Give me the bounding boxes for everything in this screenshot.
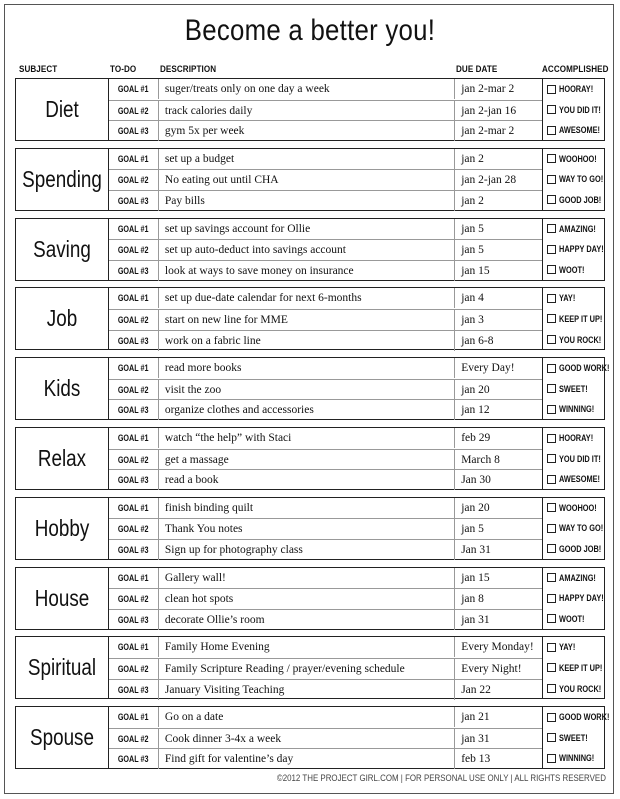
goal-due-date: jan 5 — [461, 244, 484, 257]
checkbox-label: YOU DID IT! — [559, 453, 601, 464]
accomplished-checkbox[interactable] — [547, 449, 610, 469]
goal-label: GOAL #2 — [118, 105, 149, 116]
checkbox-label: AMAZING! — [559, 572, 596, 583]
goal-description: set up due-date calendar for next 6-months — [159, 288, 455, 308]
goal-due-date: jan 15 — [461, 571, 490, 584]
checkbox-label: KEEP IT UP! — [559, 662, 603, 673]
goal-label: GOAL #1 — [118, 153, 149, 164]
goal-row — [109, 79, 543, 99]
checkbox-square-icon[interactable] — [547, 105, 556, 114]
accomplished-checkbox[interactable] — [547, 498, 605, 518]
accomplished-checkbox[interactable] — [547, 428, 601, 448]
goal-label: GOAL #1 — [118, 433, 149, 443]
goal-row — [109, 120, 543, 141]
goal-label-cell — [109, 519, 159, 539]
goal-label-cell — [109, 589, 159, 609]
goal-description: set up a budget — [159, 149, 455, 169]
checkbox-label: HOORAY! — [559, 84, 594, 94]
section-diet — [15, 78, 605, 141]
section-subject: Spending — [22, 165, 102, 192]
goal-label: GOAL #1 — [118, 642, 149, 653]
goal-row — [109, 588, 543, 609]
section-subject: Kids — [43, 375, 81, 402]
goal-row — [109, 637, 543, 657]
checkbox-label: GOOD WORK! — [559, 712, 610, 723]
accomplished-checkbox[interactable] — [547, 239, 614, 259]
goal-rows — [108, 637, 543, 698]
checkbox-label: HOORAY! — [559, 433, 594, 443]
goal-label: GOAL #2 — [118, 594, 149, 605]
accomplished-checkbox[interactable] — [547, 568, 604, 588]
accomplished-checks — [542, 219, 605, 280]
goal-label-cell — [109, 659, 159, 679]
accomplished-checkbox[interactable] — [547, 120, 609, 140]
goal-row — [109, 707, 543, 727]
goal-due-date: jan 21 — [461, 711, 490, 724]
accomplished-checkbox[interactable] — [547, 260, 590, 280]
goal-description: No eating out until CHA — [159, 170, 455, 190]
goal-label-cell — [109, 191, 159, 211]
goal-due-date: jan 5 — [461, 523, 484, 536]
checkbox-square-icon[interactable] — [547, 294, 556, 303]
goal-label-cell — [109, 240, 159, 260]
goal-label: GOAL #1 — [118, 293, 149, 304]
checkbox-label: GOOD JOB! — [559, 194, 602, 205]
accomplished-checks — [542, 568, 605, 629]
goal-description: finish binding quilt — [159, 498, 455, 518]
goal-label: GOAL #2 — [118, 314, 149, 325]
goal-label-cell — [109, 568, 159, 588]
header-subject: SUBJECT — [19, 64, 58, 75]
header-todo: TO-DO — [110, 64, 137, 75]
goal-due-date: jan 2-jan 28 — [461, 174, 517, 187]
accomplished-checkbox[interactable] — [547, 379, 594, 399]
checkbox-label: WAY TO GO! — [559, 523, 604, 534]
accomplished-checks — [542, 149, 605, 210]
accomplished-checkbox[interactable] — [547, 358, 620, 378]
accomplished-checkbox[interactable] — [547, 169, 613, 189]
accomplished-checkbox[interactable] — [547, 518, 613, 538]
goal-label: GOAL #3 — [118, 126, 149, 137]
section-relax — [15, 427, 605, 490]
goal-label-cell — [109, 540, 159, 560]
goal-rows — [108, 149, 543, 210]
goal-row — [109, 728, 543, 749]
goal-label: GOAL #2 — [118, 384, 149, 395]
goal-label: GOAL #2 — [118, 245, 149, 256]
goal-due-date: feb 29 — [461, 432, 491, 444]
goal-rows — [108, 358, 543, 419]
goal-row — [109, 330, 543, 351]
goal-label-cell — [109, 707, 159, 727]
goal-label: GOAL #3 — [118, 195, 149, 206]
goal-label-cell — [109, 380, 159, 400]
checkbox-square-icon[interactable] — [547, 314, 556, 323]
accomplished-checkbox[interactable] — [547, 100, 610, 120]
goal-due-date: jan 3 — [461, 313, 484, 326]
checkbox-label: SWEET! — [559, 732, 588, 743]
checkbox-square-icon[interactable] — [547, 503, 556, 512]
checkbox-label: HAPPY DAY! — [559, 244, 604, 255]
goal-description: set up auto-deduct into savings account — [159, 240, 455, 260]
goal-description: read a book — [159, 470, 455, 490]
goal-due-date: jan 20 — [461, 383, 490, 396]
goal-due-date: jan 6-8 — [461, 334, 494, 347]
goal-row — [109, 449, 543, 470]
header-description: DESCRIPTION — [160, 64, 217, 75]
goal-rows — [108, 428, 543, 489]
goal-description: Sign up for photography class — [159, 540, 455, 560]
goal-label: GOAL #1 — [118, 712, 149, 723]
goal-description: Go on a date — [159, 707, 455, 727]
checkbox-square-icon[interactable] — [547, 265, 556, 274]
goal-label: GOAL #1 — [118, 572, 149, 583]
goal-due-date: jan 31 — [461, 613, 490, 626]
goal-due-date: jan 2 — [461, 152, 484, 165]
goal-label: GOAL #2 — [118, 454, 149, 465]
goal-row — [109, 190, 543, 211]
goal-label-cell — [109, 498, 159, 518]
goal-label-cell — [109, 680, 159, 700]
checkbox-label: HAPPY DAY! — [559, 593, 604, 604]
accomplished-checkbox[interactable] — [547, 748, 602, 768]
checkbox-square-icon[interactable] — [547, 713, 556, 722]
goal-label-cell — [109, 101, 159, 121]
goal-label: GOAL #3 — [118, 544, 149, 555]
checkbox-square-icon[interactable] — [547, 754, 556, 763]
goal-label: GOAL #2 — [118, 663, 149, 674]
goal-due-date: feb 13 — [461, 753, 491, 766]
goal-label-cell — [109, 610, 159, 630]
accomplished-checks — [542, 428, 605, 489]
goal-description: organize clothes and accessories — [159, 400, 455, 420]
goal-label: GOAL #2 — [118, 175, 149, 186]
goal-row — [109, 658, 543, 679]
goal-due-date: Jan 30 — [461, 474, 491, 487]
goal-due-date: jan 5 — [461, 222, 484, 235]
goal-due-date: jan 2-mar 2 — [461, 125, 515, 138]
goal-row — [109, 568, 543, 588]
goal-row — [109, 539, 543, 560]
goal-row — [109, 100, 543, 121]
section-kids — [15, 357, 610, 420]
goal-label: GOAL #3 — [118, 265, 149, 276]
goal-label-cell — [109, 450, 159, 470]
goal-label-cell — [109, 637, 159, 657]
goal-row — [109, 379, 543, 400]
checkbox-square-icon[interactable] — [547, 175, 556, 184]
checkbox-square-icon[interactable] — [547, 544, 556, 553]
goal-description: Cook dinner 3-4x a week — [159, 729, 455, 749]
goal-description: set up savings account for Ollie — [159, 219, 455, 239]
checkbox-square-icon[interactable] — [547, 224, 556, 233]
goal-label-cell — [109, 261, 159, 281]
checkbox-label: WAY TO GO! — [559, 174, 604, 185]
accomplished-checkbox[interactable] — [547, 219, 604, 239]
checkbox-label: WINNING! — [559, 404, 595, 415]
goal-description: start on new line for MME — [159, 310, 455, 330]
checkbox-label: YAY! — [559, 642, 576, 653]
checkbox-label: GOOD WORK! — [559, 363, 610, 374]
goal-description: clean hot spots — [159, 589, 455, 609]
goal-description: get a massage — [159, 450, 455, 470]
checkbox-label: SWEET! — [559, 383, 588, 394]
section-job — [15, 287, 605, 350]
checkbox-label: WOOHOO! — [559, 502, 597, 513]
accomplished-checkbox[interactable] — [547, 330, 611, 350]
checkbox-square-icon[interactable] — [547, 405, 556, 414]
goal-due-date: jan 2-mar 2 — [461, 83, 515, 95]
checkbox-label: YOU ROCK! — [559, 334, 602, 345]
goal-label: GOAL #1 — [118, 84, 149, 94]
accomplished-checkbox[interactable] — [547, 679, 611, 699]
goal-label-cell — [109, 331, 159, 351]
checkbox-square-icon[interactable] — [547, 335, 556, 344]
accomplished-checks — [542, 288, 605, 349]
goal-due-date: March 8 — [461, 453, 500, 466]
accomplished-checks — [542, 358, 610, 419]
checkbox-square-icon[interactable] — [547, 475, 556, 484]
goal-description: watch “the help” with Staci — [159, 428, 455, 448]
goal-label-cell — [109, 310, 159, 330]
checkbox-square-icon[interactable] — [547, 195, 556, 204]
checkbox-square-icon[interactable] — [547, 154, 556, 163]
checkbox-square-icon[interactable] — [547, 126, 556, 135]
checkbox-square-icon[interactable] — [547, 643, 556, 652]
checkbox-label: WINNING! — [559, 753, 595, 764]
accomplished-checkbox[interactable] — [547, 79, 601, 99]
goal-description: decorate Ollie’s room — [159, 610, 455, 630]
goal-description: gym 5x per week — [159, 121, 455, 141]
goal-row — [109, 679, 543, 700]
goal-label-cell — [109, 219, 159, 239]
section-subject: Job — [46, 305, 78, 332]
checkbox-label: WOOT! — [559, 613, 585, 624]
goal-due-date: jan 31 — [461, 732, 490, 745]
goal-row — [109, 169, 543, 190]
goal-description: Pay bills — [159, 191, 455, 211]
checkbox-square-icon[interactable] — [547, 524, 556, 533]
accomplished-checkbox[interactable] — [547, 637, 579, 657]
goal-rows — [108, 219, 543, 280]
goal-description: Thank You notes — [159, 519, 455, 539]
goal-label: GOAL #3 — [118, 405, 149, 416]
section-spiritual — [15, 636, 605, 699]
goal-due-date: Every Monday! — [461, 641, 534, 654]
goal-label-cell — [109, 121, 159, 141]
section-subject: Spiritual — [27, 654, 97, 681]
goal-due-date: jan 8 — [461, 593, 484, 606]
section-subject: Saving — [33, 235, 91, 262]
goal-row — [109, 498, 543, 518]
goal-label: GOAL #3 — [118, 754, 149, 765]
checkbox-label: YOU ROCK! — [559, 683, 602, 694]
checkbox-label: YOU DID IT! — [559, 104, 601, 115]
goal-row — [109, 309, 543, 330]
goal-description: track calories daily — [159, 101, 455, 121]
accomplished-checkbox[interactable] — [547, 469, 609, 489]
goal-description: Gallery wall! — [159, 568, 455, 588]
goal-rows — [108, 568, 543, 629]
accomplished-checkbox[interactable] — [547, 539, 611, 559]
accomplished-checkbox[interactable] — [547, 149, 605, 169]
goal-label-cell — [109, 428, 159, 448]
header-accomplished: ACCOMPLISHED — [542, 64, 609, 75]
accomplished-checkbox[interactable] — [547, 728, 594, 748]
accomplished-checkbox[interactable] — [547, 288, 579, 308]
checkbox-square-icon[interactable] — [547, 573, 556, 582]
goal-row — [109, 239, 543, 260]
goal-due-date: jan 12 — [461, 404, 490, 417]
goal-description: Find gift for valentine’s day — [159, 749, 455, 769]
goal-description: suger/treats only on one day a week — [159, 79, 455, 99]
goal-due-date: jan 4 — [461, 292, 484, 305]
header-due-date: DUE DATE — [456, 64, 498, 75]
checkbox-label: KEEP IT UP! — [559, 313, 603, 324]
goal-label: GOAL #2 — [118, 733, 149, 744]
checkbox-square-icon[interactable] — [547, 434, 556, 443]
checkbox-label: AWESOME! — [559, 474, 601, 485]
section-hobby — [15, 497, 605, 560]
accomplished-checks — [542, 637, 605, 698]
goal-row — [109, 428, 543, 448]
goal-label: GOAL #3 — [118, 684, 149, 695]
goal-due-date: jan 2-jan 16 — [461, 104, 517, 117]
section-house — [15, 567, 605, 630]
goal-row — [109, 219, 543, 239]
goal-label: GOAL #1 — [118, 223, 149, 234]
copyright-footer: ©2012 THE PROJECT GIRL.COM | FOR PERSONAL USE ONLY | ALL RIGHTS RESERVED — [276, 773, 606, 783]
goal-label: GOAL #3 — [118, 614, 149, 625]
checkbox-square-icon[interactable] — [547, 733, 556, 742]
checkbox-label: AWESOME! — [559, 125, 601, 136]
goal-row — [109, 518, 543, 539]
checkbox-label: YAY! — [559, 293, 576, 304]
checkbox-square-icon[interactable] — [547, 684, 556, 693]
checkbox-label: AMAZING! — [559, 223, 596, 234]
goal-description: read more books — [159, 358, 455, 378]
goal-description: look at ways to save money on insurance — [159, 261, 455, 281]
goal-due-date: Jan 31 — [461, 543, 491, 556]
checkbox-square-icon[interactable] — [547, 663, 556, 672]
accomplished-checkbox[interactable] — [547, 707, 620, 727]
accomplished-checkbox[interactable] — [547, 609, 590, 629]
goal-label-cell — [109, 729, 159, 749]
checkbox-label: GOOD JOB! — [559, 543, 602, 554]
goal-label: GOAL #3 — [118, 335, 149, 346]
section-subject: Diet — [45, 96, 79, 122]
checkbox-square-icon[interactable] — [547, 594, 556, 603]
goal-label-cell — [109, 79, 159, 99]
goal-label-cell — [109, 288, 159, 308]
goal-row — [109, 288, 543, 308]
goal-due-date: Every Night! — [461, 662, 522, 675]
checkbox-square-icon[interactable] — [547, 384, 556, 393]
goal-description: January Visiting Teaching — [159, 680, 455, 700]
accomplished-checkbox[interactable] — [547, 309, 612, 329]
checkbox-square-icon[interactable] — [547, 245, 556, 254]
checkbox-square-icon[interactable] — [547, 614, 556, 623]
goal-description: Family Scripture Reading / prayer/evening schedule — [159, 659, 455, 679]
goal-due-date: Every Day! — [461, 362, 515, 375]
accomplished-checkbox[interactable] — [547, 399, 602, 419]
goal-row — [109, 149, 543, 169]
section-subject: House — [34, 584, 90, 611]
section-spouse — [15, 706, 610, 769]
goal-label: GOAL #1 — [118, 363, 149, 374]
goal-due-date: jan 15 — [461, 264, 490, 277]
checkbox-label: WOOHOO! — [559, 153, 597, 164]
accomplished-checkbox[interactable] — [547, 588, 614, 608]
goal-label: GOAL #2 — [118, 524, 149, 535]
goal-due-date: jan 2 — [461, 194, 484, 207]
page-title: Become a better you! — [184, 14, 436, 47]
goal-row — [109, 399, 543, 420]
goal-rows — [108, 288, 543, 349]
goal-row — [109, 260, 543, 281]
goal-label: GOAL #3 — [118, 475, 149, 486]
goal-label-cell — [109, 749, 159, 769]
section-subject: Hobby — [34, 514, 90, 541]
goal-label: GOAL #1 — [118, 502, 149, 513]
section-saving — [15, 218, 605, 281]
goal-row — [109, 748, 543, 769]
goal-label-cell — [109, 400, 159, 420]
goal-label-cell — [109, 358, 159, 378]
goal-description: Family Home Evening — [159, 637, 455, 657]
accomplished-checks — [542, 79, 605, 140]
accomplished-checkbox[interactable] — [547, 190, 611, 210]
checkbox-square-icon[interactable] — [547, 364, 556, 373]
goal-row — [109, 469, 543, 490]
goal-row — [109, 358, 543, 378]
goal-due-date: Jan 22 — [461, 683, 491, 696]
accomplished-checks — [542, 707, 610, 768]
section-subject: Relax — [37, 445, 87, 471]
goal-label-cell — [109, 170, 159, 190]
section-spending — [15, 148, 605, 211]
goal-rows — [108, 79, 543, 140]
goal-description: visit the zoo — [159, 380, 455, 400]
accomplished-checkbox[interactable] — [547, 658, 612, 678]
goal-label-cell — [109, 149, 159, 169]
goal-row — [109, 609, 543, 630]
goal-label-cell — [109, 470, 159, 490]
checkbox-square-icon[interactable] — [547, 454, 556, 463]
goal-rows — [108, 498, 543, 559]
accomplished-checks — [542, 498, 605, 559]
checkbox-label: WOOT! — [559, 264, 585, 275]
goal-due-date: jan 20 — [461, 501, 490, 514]
goal-description: work on a fabric line — [159, 331, 455, 351]
goal-rows — [108, 707, 543, 768]
section-subject: Spouse — [30, 724, 94, 751]
checkbox-square-icon[interactable] — [547, 85, 556, 94]
